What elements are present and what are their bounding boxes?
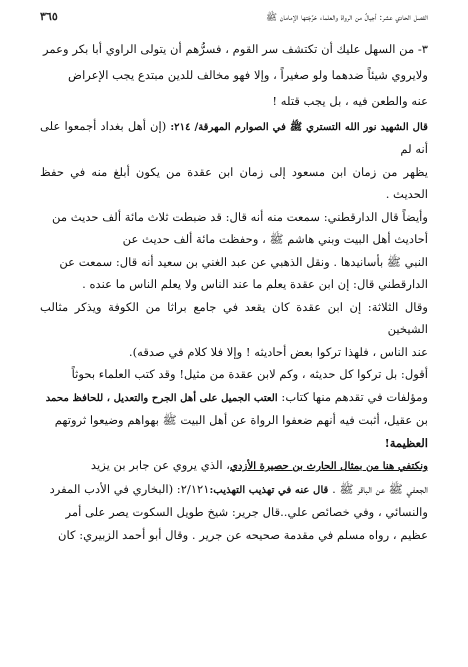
paragraph-4-line-2-end: ٢/١٢١: (البخاري في الأدب المفرد: [49, 481, 210, 496]
paragraph-3-line-3: بن عقيل، أثبت فيه أنهم ضعفوا الرواة عن أهل البيت ﷺ بهواهم وضيعوا ثروتهم: [54, 413, 428, 428]
paragraph-4-line-3: والنسائي ، وفي خصائص علي..قال جرير: شيخ طويل السكوت يصر على أمر: [65, 505, 428, 520]
paragraph-2-line-5: النبي ﷺ بأسانيدها . ونقل الذهبي عن عبد الغني بن سعيد أنه قال: سمعت عن: [59, 254, 428, 269]
paragraph-2-line-4: أحاديث أهل البيت وبني هاشم ﷺ ، وحفظت مائة ألف حديث عن: [122, 232, 428, 247]
paragraph-3: [40, 363, 428, 454]
citation-lead: قال الشهيد نور الله التستري ﷺ في الصوارم المهرقة/ ٢١٤:: [170, 120, 428, 133]
page-number: ٣٦٥: [40, 10, 58, 23]
header-title: الفصل الحادي عشر: أجيالٌ من الرواة والعلماء خرَّجَتها الإمامان ﷺ: [266, 13, 428, 23]
paragraph-2-line-7: وقال الثلاثة: إن ابن عقدة كان يقعد في جامع براثا من الكوفة ويذكر مثالب الشيخين: [40, 299, 428, 337]
body-text: [40, 36, 428, 546]
paragraph-4-line-2-start: الجعفي ﷺ عن الباقر ﷺ .: [328, 481, 428, 496]
paragraph-3-line-2-start: ومؤلفات في تقدهم منها كتاب:: [277, 389, 428, 404]
example-heading: ونكتفي هنا من بمثال الحارث بن حصيرة الأزدي: [230, 460, 428, 473]
paragraph-1-line-1: ٣- من السهل عليك أن تكتشف سر القوم ، فسرُّهم أن يتولى الراوي أبا بكر وعمر: [43, 42, 428, 56]
running-header: [40, 10, 428, 32]
paragraph-3-line-4: العظيمة!: [384, 435, 428, 450]
paragraph-2: [40, 115, 428, 364]
paragraph-2-line-8: عند الناس ، فلهذا تركوا بعض أحاديثه ! وإلا فلا كلام في صدقه).: [128, 344, 428, 359]
paragraph-1-line-2: ولايروي شيئاً ضدهما ولو صغيراً ، وإلا فهو مخالف للدين مبتدع يجب الإعراض: [68, 68, 428, 83]
tahdhib-reference: قال عنه في تهذيب التهذيب:: [209, 483, 329, 496]
paragraph-1: [40, 36, 428, 115]
paragraph-2-line-1: (إن أهل بغداد أجمعوا على أنه لم: [40, 118, 428, 157]
paragraph-4: [40, 454, 428, 546]
paragraph-4-line-1-rest: ، الذي يروي عن جابر بن يزيد: [90, 458, 231, 473]
paragraph-2-line-2: يظهر من زمان ابن مسعود إلى زمان ابن عقدة من يكون أبلغ منه في حفظ الحديث .: [40, 164, 428, 202]
paragraph-3-line-1: أقول: بل تركوا كل حديثه ، وكم لابن عقدة من مثيل! وقد كتب العلماء بحوثاً: [71, 367, 428, 382]
paragraph-2-line-3: وأيضاً قال الدارقطني: سمعت منه أنه قال: قد ضبطت ثلاث مائة ألف حديث من: [52, 209, 428, 224]
book-title-reference: العتب الجميل على أهل الجرح والتعديل ، للحافظ محمد: [45, 391, 278, 404]
paragraph-1-line-3: عنه والطعن فيه ، بل يجب قتله !: [272, 94, 428, 109]
paragraph-2-line-6: الدارقطني قال: إن ابن عقدة يعلم ما عند الناس ولا يعلم الناس ما عنده .: [82, 277, 428, 292]
paragraph-4-line-4: عظيم ، رواه مسلم في مقدمة صحيحه عن جرير . وقال أبو أحمد الزبيري: كان: [57, 527, 428, 542]
